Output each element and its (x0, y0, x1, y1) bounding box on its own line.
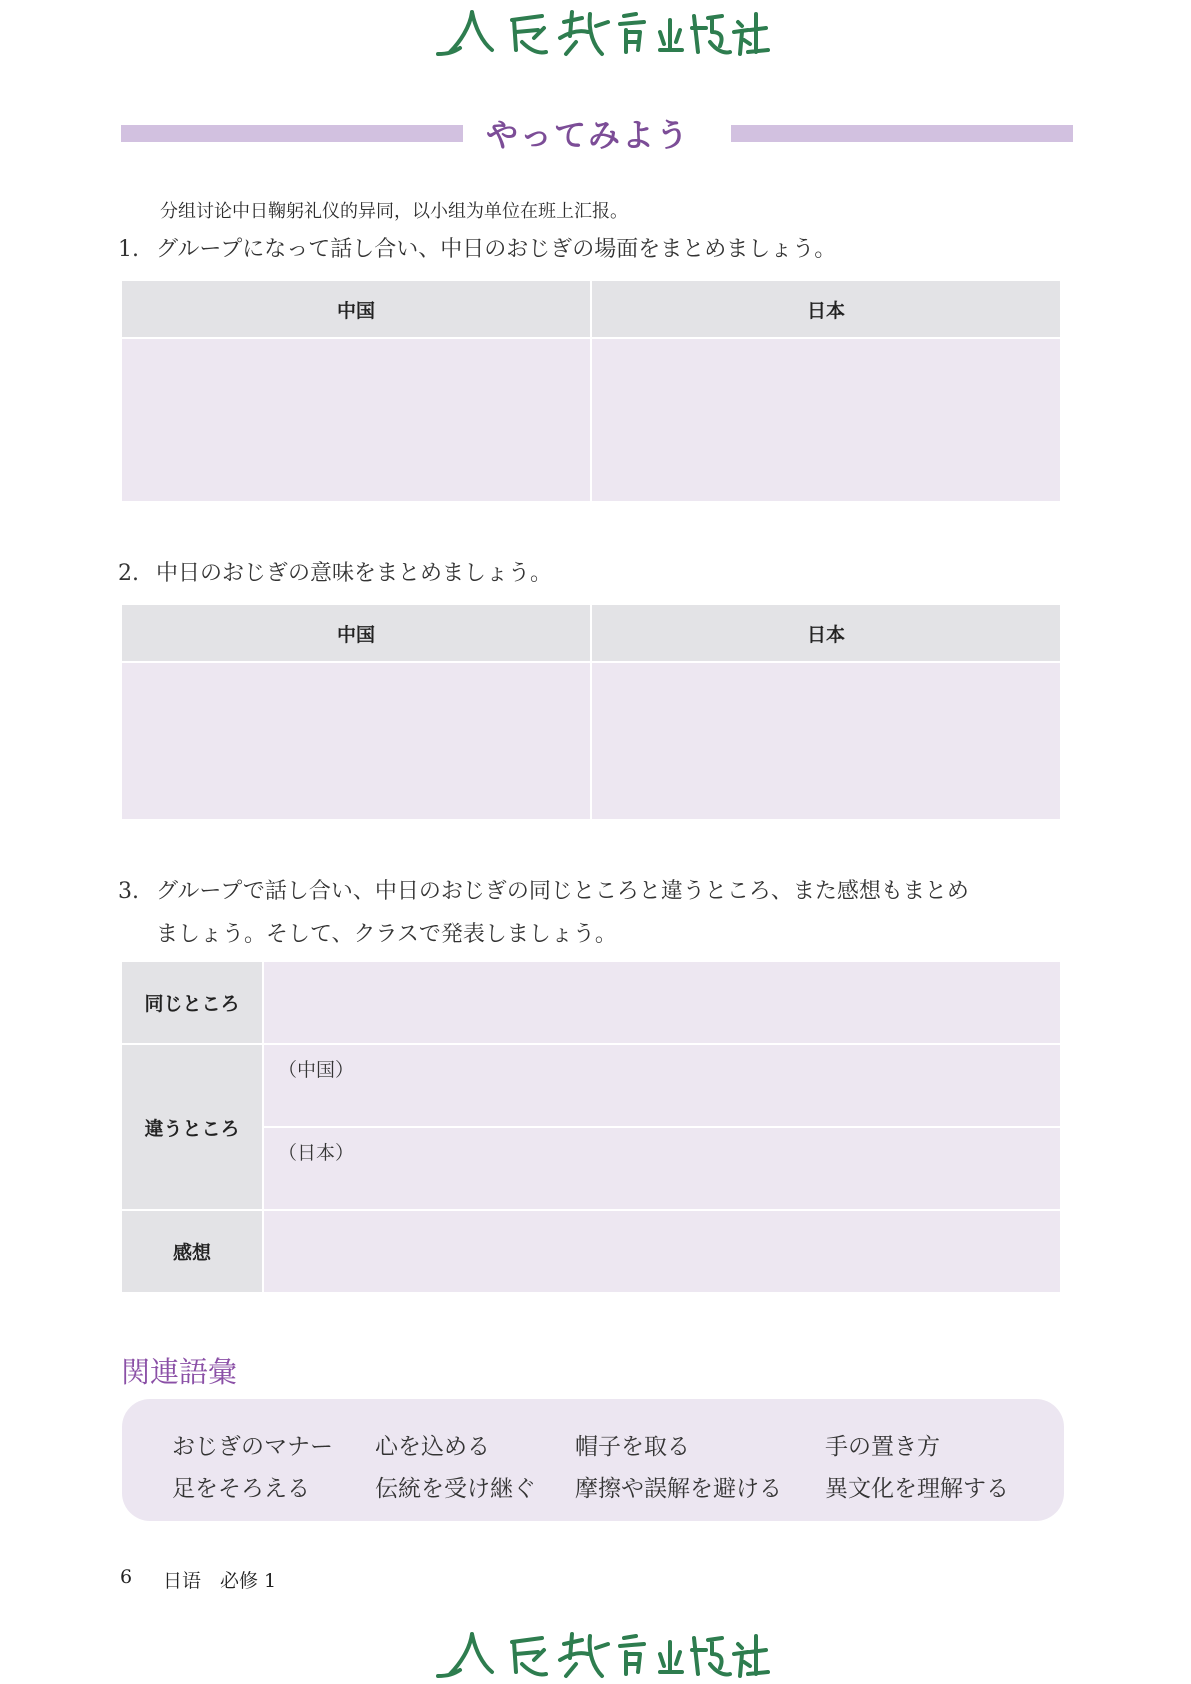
same-cell[interactable] (263, 961, 1061, 1044)
page-number: 6 (120, 1566, 133, 1588)
vocab-item: 手の置き方 (825, 1434, 940, 1460)
vocab-item: 心を込める (375, 1434, 490, 1460)
question-text-line1: グループで話し合い、中日のおじぎの同じところと違うところ、また感想もまとめ (156, 879, 969, 904)
section-title: やってみよう (485, 116, 690, 154)
publisher-logo (430, 1624, 770, 1684)
vocab-item: 足をそろえる (172, 1476, 310, 1502)
question-text: グループになって話し合い、中日のおじぎの場面をまとめましょう。 (156, 237, 837, 262)
vocab-item: 伝統を受け継ぐ (375, 1476, 536, 1502)
header-china: 中国 (121, 280, 591, 338)
vocab-title: 関連語彙 (121, 1355, 238, 1389)
different-china-cell[interactable] (263, 1044, 1061, 1127)
different-japan-cell[interactable] (263, 1127, 1061, 1210)
header-japan: 日本 (591, 604, 1061, 662)
question-3 (118, 870, 969, 956)
question-text: 中日のおじぎの意味をまとめましょう。 (156, 561, 553, 586)
question-2 (118, 552, 552, 595)
vocab-item: 異文化を理解する (825, 1476, 1009, 1502)
impressions-cell[interactable] (263, 1210, 1061, 1293)
label-impressions: 感想 (121, 1210, 263, 1293)
japan-note: （日本） (278, 1142, 355, 1164)
comparison-table (120, 960, 1062, 1294)
question-text-line2: ましょう。そして、クラスで発表しましょう。 (156, 922, 617, 947)
book-title: 日语 必修 1 (163, 1570, 277, 1592)
scene-china-cell[interactable] (121, 338, 591, 502)
label-different: 違うところ (121, 1044, 263, 1210)
header-china: 中国 (121, 604, 591, 662)
vocab-item: 帽子を取る (575, 1434, 690, 1460)
meaning-japan-cell[interactable] (591, 662, 1061, 820)
question-number: 2. (118, 561, 139, 586)
question-number: 1. (118, 237, 139, 262)
china-note: （中国） (278, 1059, 355, 1081)
scene-table (120, 279, 1062, 503)
section-bar-right (731, 125, 1073, 142)
label-same: 同じところ (121, 961, 263, 1044)
question-number: 3. (118, 879, 139, 904)
header-japan: 日本 (591, 280, 1061, 338)
meaning-china-cell[interactable] (121, 662, 591, 820)
vocab-item: おじぎのマナー (172, 1434, 333, 1460)
question-1 (118, 228, 836, 271)
vocab-box (122, 1399, 1064, 1521)
vocab-item: 摩擦や誤解を避ける (575, 1476, 782, 1502)
scene-japan-cell[interactable] (591, 338, 1061, 502)
section-bar-left (121, 125, 463, 142)
meaning-table (120, 603, 1062, 821)
publisher-logo (430, 2, 770, 62)
intro-text: 分组讨论中日鞠躬礼仪的异同，以小组为单位在班上汇报。 (160, 201, 628, 222)
